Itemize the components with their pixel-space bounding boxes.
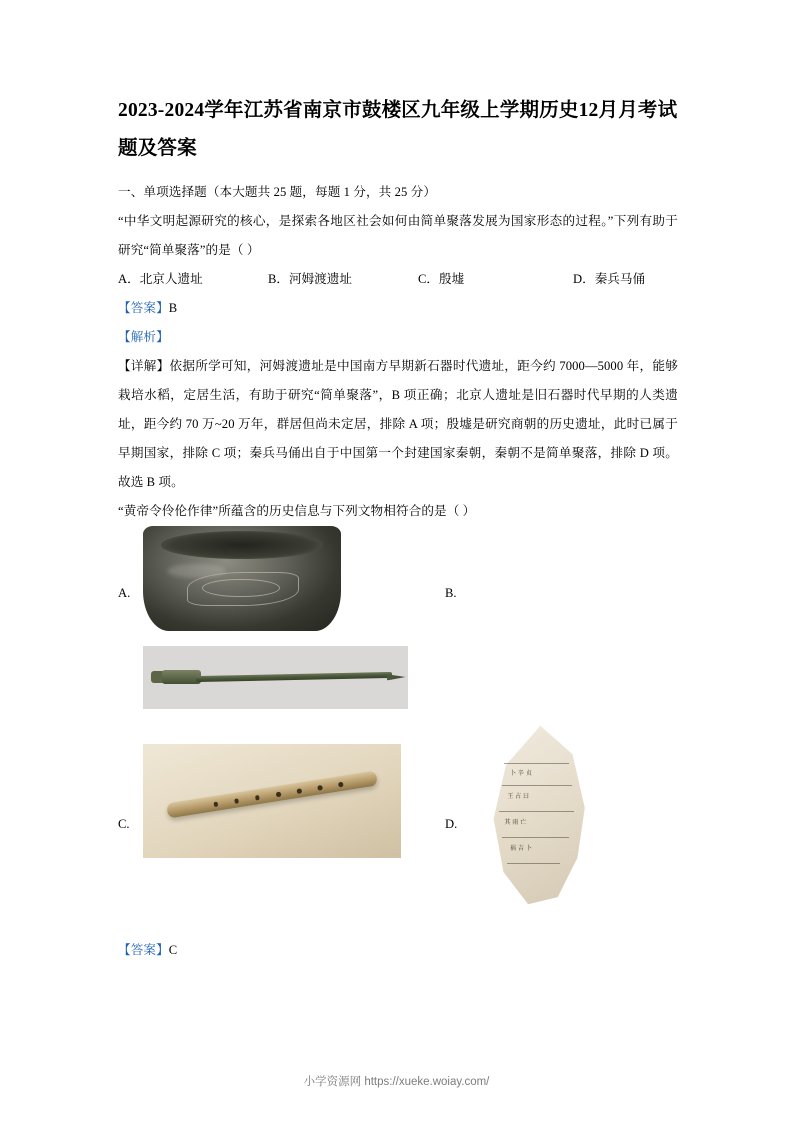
question-2-stem: “黄帝令伶伦作律”所蕴含的历史信息与下列文物相符合的是（ ） (118, 504, 476, 518)
image-option-d-label: D. (445, 817, 458, 831)
option-b[interactable]: B．河姆渡遗址 (268, 272, 352, 286)
footer-url[interactable]: https://xueke.woiay.com/ (364, 1076, 490, 1088)
bone-flute-image (143, 744, 401, 858)
section-heading: 一、单项选择题（本大题共 25 题，每题 1 分，共 25 分） (118, 185, 437, 199)
question-2-answer (118, 936, 678, 965)
bronze-sword-image (143, 646, 408, 709)
footer-watermark (0, 1073, 793, 1089)
option-d[interactable]: D．秦兵马俑 (573, 272, 646, 286)
question-2-image-options (118, 526, 678, 936)
page-title: 2023-2024学年江苏省南京市鼓楼区九年级上学期历史12月月考试题及答案 (118, 100, 678, 159)
question-1-options (118, 265, 678, 294)
image-option-b-label: B. (445, 586, 457, 600)
answer-label: 【答案】 (118, 301, 169, 315)
question-1-analysis-label: 【解析】 (118, 330, 169, 344)
pottery-bowl-image (143, 526, 341, 631)
image-option-c-label: C. (118, 817, 130, 831)
answer-value-2: C (168, 943, 178, 957)
option-c[interactable]: C．殷墟 (418, 272, 465, 286)
answer-label-2: 【答案】 (118, 943, 169, 957)
question-1-detail: 【详解】依据所学可知，河姆渡遗址是中国南方早期新石器时代遗址，距今约 7000—5000 年，能够栽培水稻，定居生活，有助于研究“简单聚落”，B 项正确；北京人遗址是旧石器时代早期的人类遗址，距今约 70 万~20 万年，群居但尚未定居，排除 A 项；殷墟是研究商朝的历史遗址，此时已属于早期国家，排除 C 项；秦兵马俑出自于中国第一个封建国家秦朝，秦朝不是简单聚落，排除 D 项。故选 B 项。 (118, 359, 678, 489)
answer-value: B (168, 301, 178, 315)
question-1-stem: “中华文明起源研究的核心，是探索各地区社会如何由简单聚落发展为国家形态的过程。”下列有助于研究“简单聚落”的是（ ） (118, 214, 678, 257)
image-option-a-label: A. (118, 586, 131, 600)
document-body (118, 92, 678, 965)
footer-brand: 小学资源网 (303, 1076, 362, 1088)
option-a[interactable]: A．北京人遗址 (118, 272, 203, 286)
question-1-answer (118, 294, 678, 323)
oracle-bone-image: 卜 辛 贞 王 占 曰 其 雨 亡 祸 吉 卜 (468, 722, 608, 908)
